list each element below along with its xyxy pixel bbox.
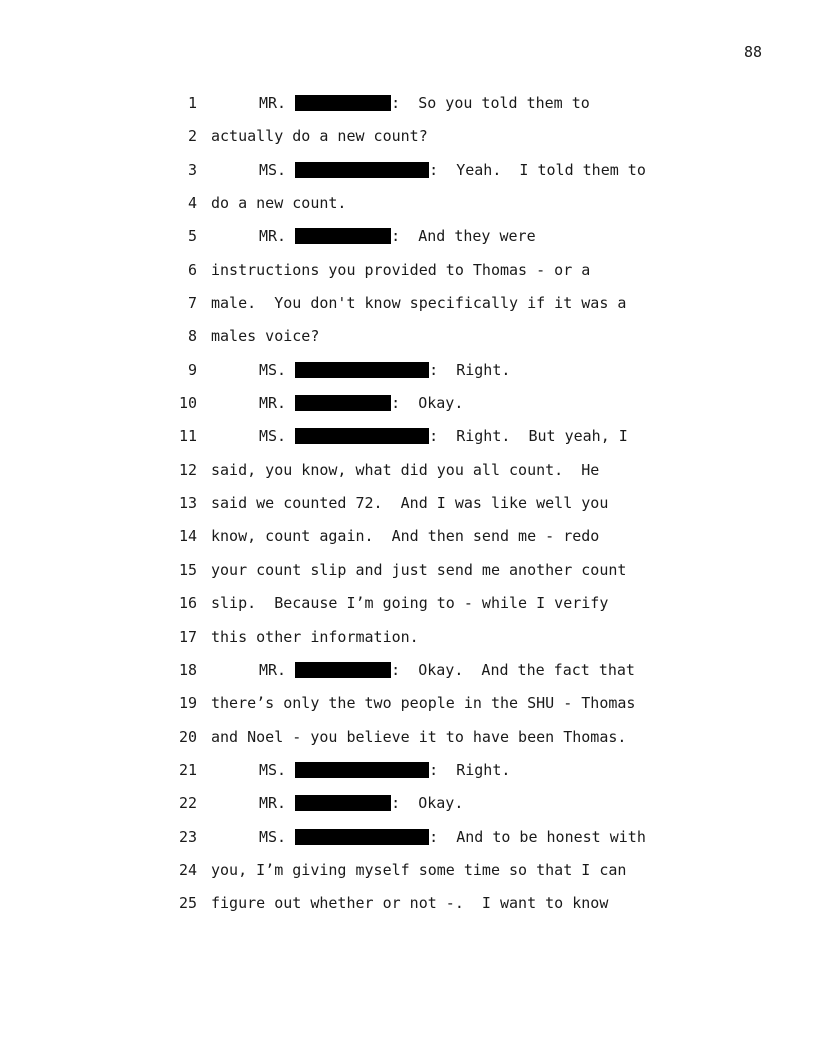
- transcript-line: [0, 594, 816, 627]
- transcript-line: [0, 327, 816, 360]
- line-content: male. You don't know specifically if it was a: [211, 294, 627, 313]
- line-content: : Right.: [429, 760, 511, 779]
- line-content: : And they were: [391, 227, 536, 246]
- line-content: know, count again. And then send me - redo: [211, 527, 600, 546]
- line-content: slip. Because I’m going to - while I verify: [211, 594, 609, 613]
- transcript-line: [0, 127, 816, 160]
- transcript-line: [0, 194, 816, 227]
- line-number: 18: [178, 660, 197, 679]
- line-number: 2: [187, 127, 197, 146]
- speaker-label: MR.: [259, 660, 287, 679]
- line-content: males voice?: [211, 327, 320, 346]
- speaker-label: MR.: [259, 227, 287, 246]
- speaker-label: MS.: [259, 760, 287, 779]
- line-number: 3: [187, 160, 197, 179]
- line-number: 13: [178, 494, 197, 513]
- line-number: 14: [178, 527, 197, 546]
- line-number: 9: [187, 360, 197, 379]
- redaction-block: [295, 228, 391, 244]
- line-content: instructions you provided to Thomas - or a: [211, 260, 591, 279]
- speaker-line: [259, 761, 510, 779]
- transcript-line: [0, 761, 816, 794]
- line-number: 17: [178, 627, 197, 646]
- line-content: : Yeah. I told them to: [429, 160, 646, 179]
- redaction-block: [295, 662, 391, 678]
- transcript-line: [0, 227, 816, 260]
- speaker-label: MR.: [259, 794, 287, 813]
- redaction-block: [295, 95, 391, 111]
- transcript-line: [0, 261, 816, 294]
- speaker-line: [259, 427, 628, 445]
- transcript-body: [0, 94, 816, 928]
- line-content: actually do a new count?: [211, 127, 428, 146]
- speaker-line: [259, 828, 646, 846]
- redaction-block: [295, 795, 391, 811]
- redaction-block: [295, 362, 429, 378]
- line-number: 20: [178, 727, 197, 746]
- speaker-line: [259, 161, 646, 179]
- line-number: 21: [178, 760, 197, 779]
- line-content: : Right. But yeah, I: [429, 427, 628, 446]
- line-number: 16: [178, 594, 197, 613]
- page-number: 88: [744, 43, 763, 61]
- line-content: there’s only the two people in the SHU - Thomas: [211, 694, 636, 713]
- speaker-line: [259, 361, 510, 379]
- transcript-line: [0, 828, 816, 861]
- speaker-line: [259, 661, 635, 679]
- transcript-line: [0, 894, 816, 927]
- line-number: 4: [187, 194, 197, 213]
- speaker-label: MS.: [259, 160, 287, 179]
- line-number: 25: [178, 894, 197, 913]
- line-content: you, I’m giving myself some time so that I can: [211, 860, 627, 879]
- line-number: 22: [178, 794, 197, 813]
- line-number: 6: [187, 260, 197, 279]
- line-content: do a new count.: [211, 194, 347, 213]
- line-content: : So you told them to: [391, 94, 590, 112]
- line-number: 11: [178, 427, 197, 446]
- line-content: said, you know, what did you all count. He: [211, 460, 600, 479]
- line-number: 15: [178, 560, 197, 579]
- line-number: 10: [178, 394, 197, 413]
- redaction-block: [295, 762, 429, 778]
- speaker-line: [259, 227, 536, 245]
- transcript-line: [0, 694, 816, 727]
- speaker-line: [259, 94, 590, 112]
- speaker-label: MS.: [259, 827, 287, 846]
- transcript-line: [0, 94, 816, 127]
- speaker-label: MS.: [259, 427, 287, 446]
- transcript-line: [0, 561, 816, 594]
- line-content: and Noel - you believe it to have been Thomas.: [211, 727, 627, 746]
- transcript-line: [0, 861, 816, 894]
- line-number: 7: [187, 294, 197, 313]
- speaker-line: [259, 794, 463, 812]
- speaker-label: MR.: [259, 94, 287, 112]
- line-content: said we counted 72. And I was like well you: [211, 494, 609, 513]
- redaction-block: [295, 162, 429, 178]
- line-number: 8: [187, 327, 197, 346]
- redaction-block: [295, 829, 429, 845]
- transcript-line: [0, 661, 816, 694]
- transcript-line: [0, 461, 816, 494]
- speaker-line: [259, 394, 463, 412]
- transcript-line: [0, 294, 816, 327]
- line-number: 5: [187, 227, 197, 246]
- transcript-line: [0, 794, 816, 827]
- transcript-line: [0, 361, 816, 394]
- speaker-label: MS.: [259, 360, 287, 379]
- transcript-line: [0, 394, 816, 427]
- transcript-line: [0, 494, 816, 527]
- transcript-line: [0, 427, 816, 460]
- line-content: : Okay.: [391, 394, 464, 413]
- line-number: 23: [178, 827, 197, 846]
- line-number: 12: [178, 460, 197, 479]
- transcript-line: [0, 728, 816, 761]
- speaker-label: MR.: [259, 394, 287, 413]
- redaction-block: [295, 395, 391, 411]
- line-content: : Right.: [429, 360, 511, 379]
- line-content: this other information.: [211, 627, 419, 646]
- line-content: your count slip and just send me another count: [211, 560, 627, 579]
- line-number: 19: [178, 694, 197, 713]
- redaction-block: [295, 428, 429, 444]
- transcript-line: [0, 161, 816, 194]
- transcript-line: [0, 628, 816, 661]
- line-content: : And to be honest with: [429, 827, 646, 846]
- line-number: 1: [187, 94, 197, 112]
- line-content: : Okay.: [391, 794, 464, 813]
- line-content: : Okay. And the fact that: [391, 660, 635, 679]
- transcript-line: [0, 527, 816, 560]
- line-content: figure out whether or not -. I want to know: [211, 894, 609, 913]
- line-number: 24: [178, 860, 197, 879]
